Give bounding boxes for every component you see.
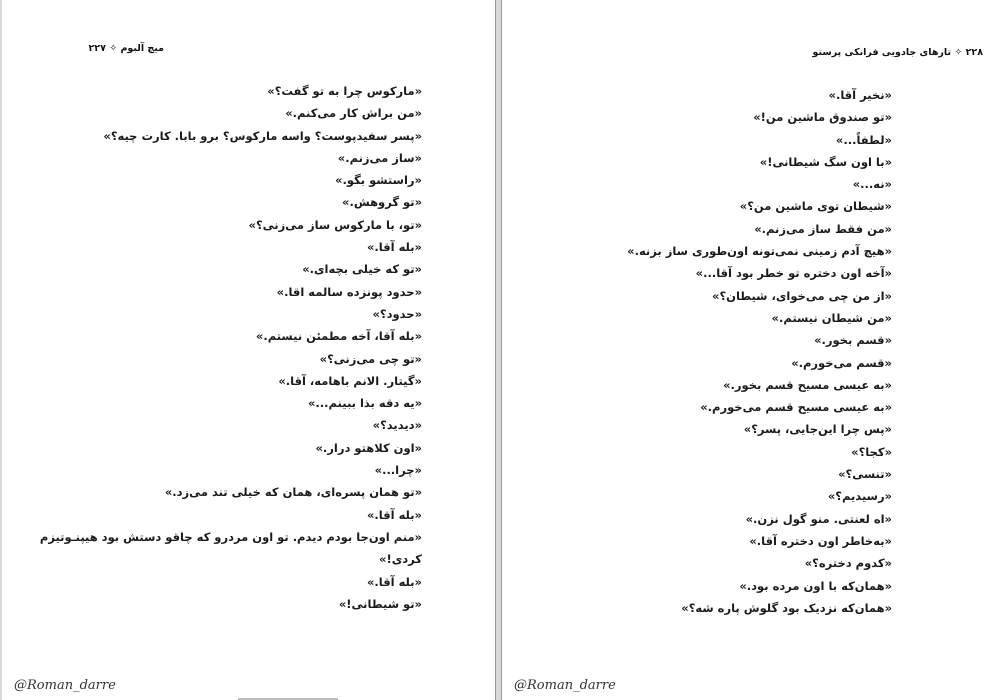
dialogue-line: «اه لعنتی. منو گول نزن.» xyxy=(745,511,892,526)
dialogue-line: «یه دقه بذا ببینم...» xyxy=(308,396,422,411)
dialogue-line: «ساز می‌زنم.» xyxy=(337,150,422,165)
dialogue-line: «نخیر آقا.» xyxy=(828,88,892,102)
dialogue-line: «تو که خیلی بچه‌ای.» xyxy=(302,262,422,277)
right-page xyxy=(501,0,997,700)
dialogue-line: «به عیسی مسیح قسم بخور.» xyxy=(723,377,892,392)
dialogue-line: «تو همان پسره‌ای، همان که خیلی تند می‌زد.» xyxy=(164,485,422,500)
dialogue-line: «با اون سگ شیطانی!» xyxy=(759,154,892,169)
dialogue-line: «به عیسی مسیح قسم می‌خورم.» xyxy=(700,400,892,415)
dialogue-line: «رسیدیم؟» xyxy=(827,489,892,504)
dialogue-line: «بله آقا.» xyxy=(366,574,422,589)
dialogue-line: «تو گروهش.» xyxy=(342,195,422,210)
dialogue-line: «تو صندوق ماشین من!» xyxy=(753,110,892,125)
dialogue-line: «بله آقا.» xyxy=(366,240,422,255)
dialogue-line: «پسر سفیدپوست؟ واسه مارکوس؟ برو بابا. کارت چیه؟» xyxy=(103,128,422,143)
dialogue-line: «پس چرا این‌جایی، پسر؟» xyxy=(743,422,892,437)
left-page-text xyxy=(39,80,422,615)
dialogue-line: «تو، با مارکوس ساز می‌زنی؟» xyxy=(248,217,422,232)
dialogue-line: «قسم می‌خورم.» xyxy=(791,355,892,370)
dialogue-line: «هیچ آدم زمینی نمی‌تونه اون‌طوری ساز بزنه.» xyxy=(627,244,892,259)
dialogue-line: «چرا...» xyxy=(374,463,422,478)
dialogue-line: «اون کلاهتو درار.» xyxy=(315,440,422,455)
dialogue-line: «همان‌که نزدیک بود گلوش پاره شه؟» xyxy=(681,600,892,615)
dialogue-line: «گیتار. الانم باهامه، آقا.» xyxy=(278,373,422,388)
dialogue-line: «همان‌که با اون مرده بود.» xyxy=(739,578,892,593)
left-page-header: میچ آلبوم ✧ ۲۲۷ xyxy=(88,43,164,54)
dialogue-line: «من فقط ساز می‌زنم.» xyxy=(754,221,892,236)
dialogue-line: «تنسی؟» xyxy=(838,467,892,482)
dialogue-line: «من شیطان نیستم.» xyxy=(771,310,892,325)
dialogue-line: «تو شیطانی!» xyxy=(338,596,422,611)
dialogue-line: «از من چی می‌خوای، شیطان؟» xyxy=(712,288,892,303)
dialogue-line: «مارکوس چرا به تو گفت؟» xyxy=(267,84,422,98)
dialogue-line: «قسم بخور.» xyxy=(814,333,892,348)
dialogue-line: «منم اون‌جا بودم دیدم. تو اون مردرو که چاقو دستش بود هیپنـوتیزم xyxy=(39,529,422,544)
dialogue-line: «دیدید؟» xyxy=(372,418,422,433)
dialogue-line: «به‌خاطر اون دختره آقا.» xyxy=(749,533,892,548)
left-page xyxy=(2,0,496,700)
dialogue-line: «بله آقا.» xyxy=(366,507,422,522)
dialogue-line: «راستشو بگو.» xyxy=(335,173,422,188)
dialogue-line: «کدوم دختره؟» xyxy=(804,556,892,571)
dialogue-line: «من براش کار می‌کنم.» xyxy=(285,106,422,121)
left-page-watermark: @Roman_darre xyxy=(14,678,116,693)
dialogue-line: «حدود؟» xyxy=(372,306,422,321)
dialogue-line: کردی!» xyxy=(379,552,422,567)
dialogue-line: «حدود پونزده سالمه اقا.» xyxy=(276,284,422,299)
dialogue-line: «آخه اون دختره تو خطر بود آقا...» xyxy=(695,266,892,281)
right-page-text xyxy=(562,84,892,619)
dialogue-line: «بله آقا، آخه مطمئن نیستم.» xyxy=(255,329,422,344)
dialogue-line: «کجا؟» xyxy=(851,444,892,459)
right-page-watermark: @Roman_darre xyxy=(514,678,616,693)
dialogue-line: «لطفاً...» xyxy=(835,132,892,147)
dialogue-line: «تو چی می‌زنی؟» xyxy=(319,351,422,366)
right-page-header: ۲۲۸ ✧ تارهای جادویی فرانکی پرستو xyxy=(812,47,983,58)
dialogue-line: «نه...» xyxy=(852,177,892,192)
dialogue-line: «شیطان توی ماشین من؟» xyxy=(739,199,892,214)
